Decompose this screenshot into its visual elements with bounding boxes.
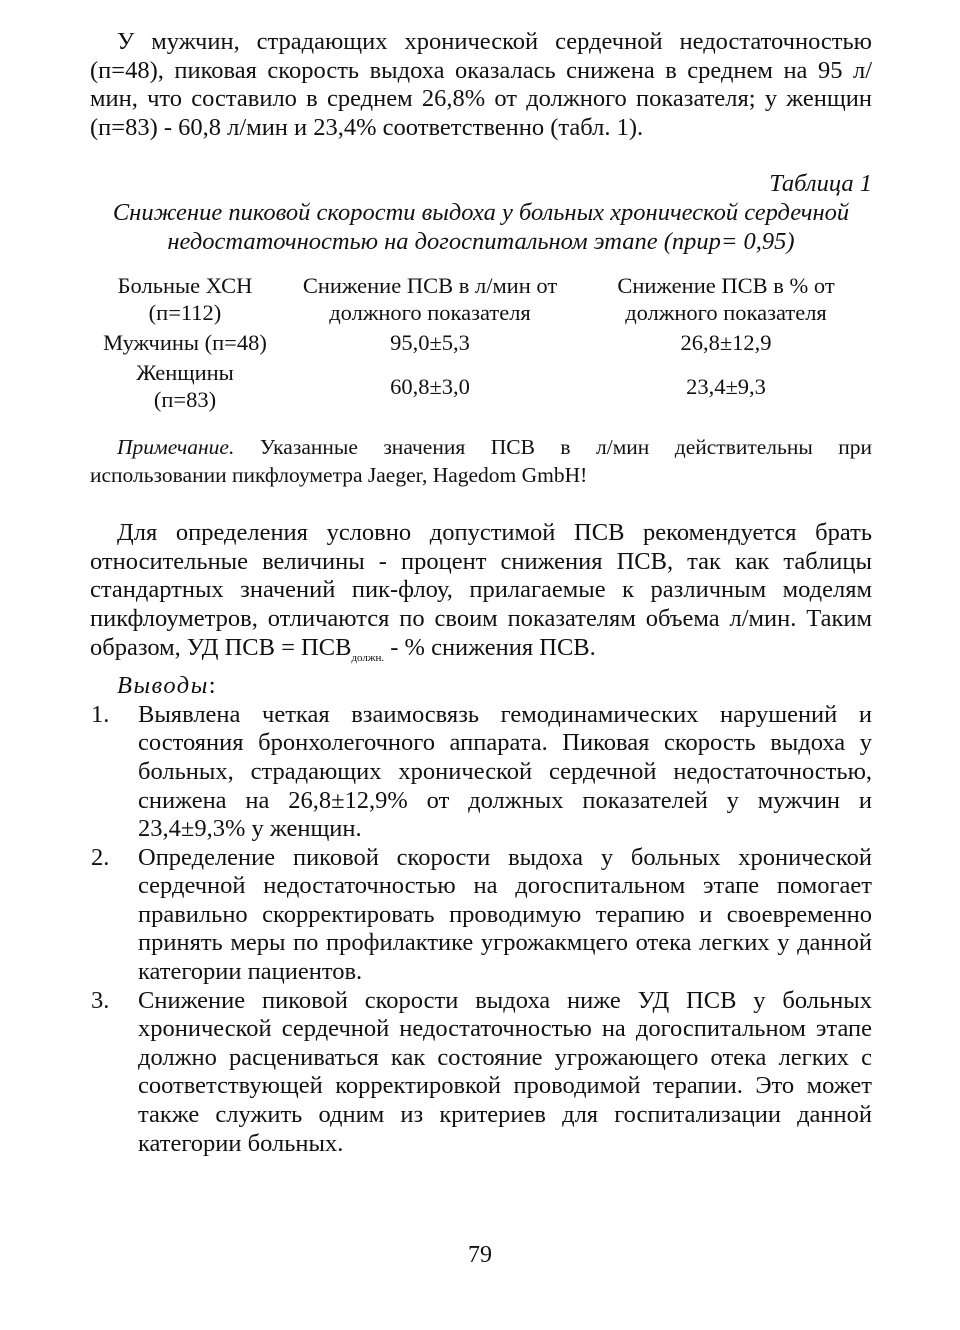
conclusions-heading [90,672,872,701]
intro-paragraph: У мужчин, страдающих хронической сердечной недостаточностью (п=48), пиковая скорость выдоха оказалась снижена в среднем на 95 л/мин, что составило в среднем 26,8% от должного показателя; у женщин (п=83) - 60,8 л/мин и 23,4% соответственно (табл. 1). [90,28,872,141]
row-lmin: 60,8±3,0 [390,373,470,399]
header-pct [580,272,872,326]
group-line: Мужчины (п=48) [103,330,267,356]
page-content [90,28,872,1158]
table-number: Таблица 1 [769,170,872,198]
page-number: 79 [468,1242,492,1268]
header-line: должного показателя [329,300,531,326]
conclusions-colon: : [208,672,216,700]
row-group [90,359,280,413]
header-line: Снижение ПСВ в л/мин от [302,273,558,299]
header-line: должного показателя [625,300,827,326]
second-paragraph-tail: - % снижения ПСВ. [384,633,596,661]
group-line: Женщины [136,360,234,386]
header-lmin [280,272,580,326]
header-patients [90,272,280,326]
second-paragraph-text: Для определения условно допустимой ПСВ рекомендуется брать относительные величины - процент снижения ПСВ, так как таблицы стандартных значений пик-флоу, прилагаемые к различным моделям пикфлоуметров, отличаются по своим показателям объема л/мин. Таким образом, УД ПСВ = ПСВ [90,519,872,661]
header-line: (п=112) [148,300,222,326]
group-line: (п=83) [153,387,217,413]
table-header-row [90,272,872,326]
row-pct: 23,4±9,3 [686,373,766,399]
conclusions-list [90,701,872,1159]
list-item [90,987,872,1159]
subscript-text: должн. [351,651,385,664]
list-item-text: Снижение пиковой скорости выдоха ниже УД ПСВ у больных хронической сердечной недостаточностью на догоспитальном этапе должно расцениваться как состояние угрожающего отека легких с соответствующей корректировкой проводимой терапии. Это может также служить одним из критериев для госпитализации данной категории больных. [138,986,872,1157]
list-item [90,844,872,987]
list-item [90,701,872,844]
conclusions-heading-text: Выводы [117,672,209,700]
table-note [90,433,872,489]
row-lmin: 95,0±5,3 [390,330,470,356]
list-item-number: 1. [91,700,110,728]
list-item-number: 2. [91,843,110,871]
row-group [90,326,280,359]
list-item-text: Определение пиковой скорости выдоха у больных хронической сердечной недостаточностью на догоспитальном этапе помогает правильно скорректировать проводимую терапию и своевременно принять меры по профилактике угрожакмцего отека легких у данной категории пациентов. [138,843,872,986]
table-row [90,326,872,359]
header-line: Снижение ПСВ в % от [617,273,835,299]
second-paragraph [90,519,872,672]
row-pct: 26,8±12,9 [680,330,772,356]
table-caption: Снижение пиковой скорости выдоха у больных хронической сердечной недостаточностью на догоспитальном этапе (прир= 0,95) [112,198,850,255]
note-text: Указанные значения ПСВ в л/мин действительны при использовании пикфлоуметра Jaeger, Hagedom GmbH! [90,435,873,488]
table-row [90,359,872,413]
list-item-number: 3. [91,986,110,1014]
list-item-text: Выявлена четкая взаимосвязь гемодинамических нарушений и состояния бронхолегочного аппарата. Пиковая скорость выдоха у больных, страдающих хронической сердечной недостаточностью, снижена на 26,8±12,9% от должных показателей у мужчин и 23,4±9,3% у женщин. [138,700,872,843]
note-label: Примечание. [117,435,235,460]
header-line: Больные ХСН [117,273,253,299]
data-table [90,272,872,413]
